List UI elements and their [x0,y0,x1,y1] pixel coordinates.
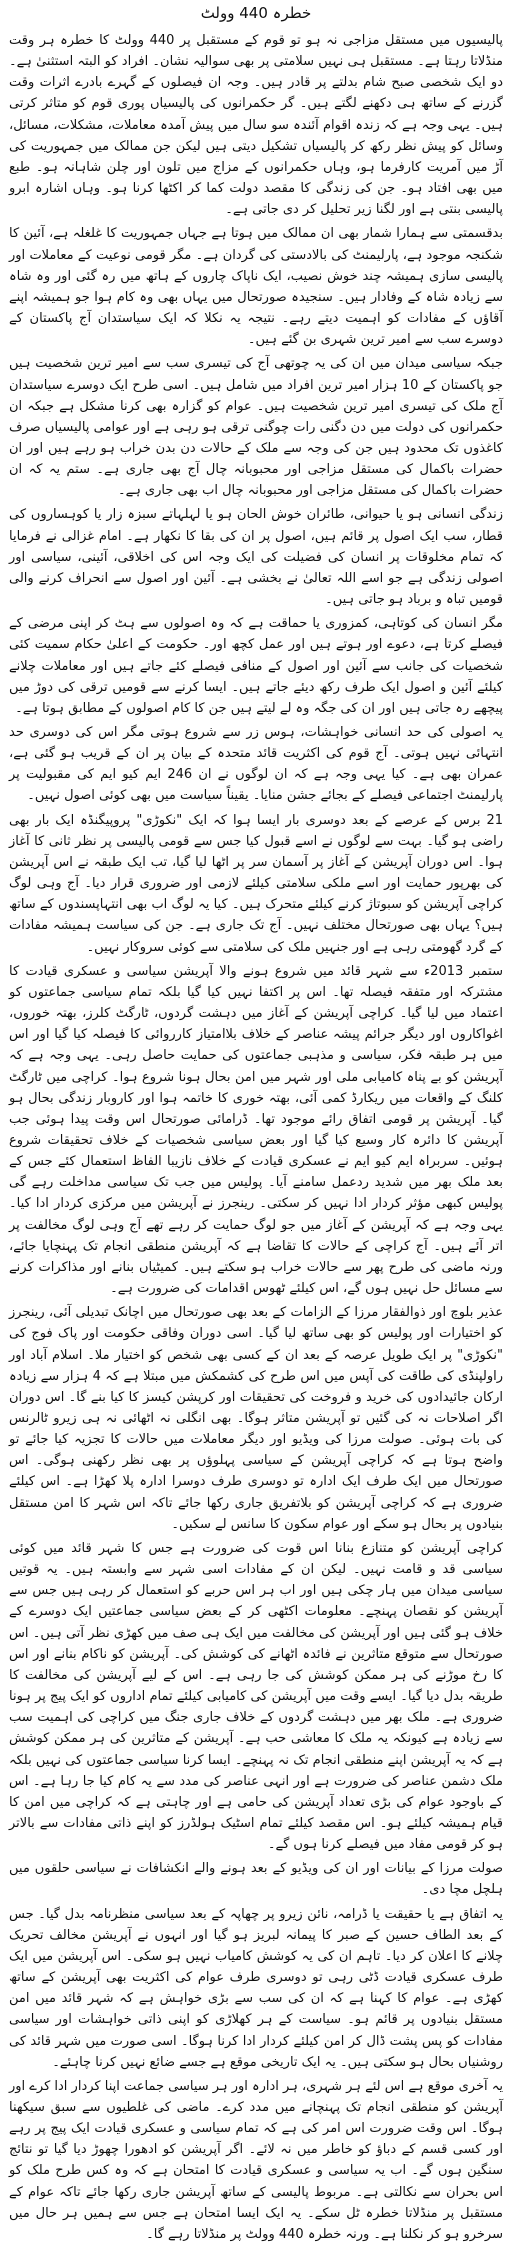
paragraph-13: یہ آخری موقع ہے اس لئے ہر شہری، ہر ادارہ اور ہر سیاسی جماعت اپنا کردار ادا کرے اور آپریشن کو منطقی انجام تک پہنچانے میں مدد کرے۔ ماضی کی غلطیوں سے سبق سیکھنا ہوگا۔ اس وقت ضرورت اس امر کی ہے کہ تمام سیاسی و عسکری قیادت ایک پیج پر رہے اور کسی قسم کے دباؤ کو خاطر میں نہ لائے۔ اگر آپریشن کو ادھورا چھوڑ دیا گیا تو نتائج سنگین ہوں گے۔ اب یہ سیاسی و عسکری قیادت کا امتحان ہے کہ وہ کس طرح ملک کو اس بحران سے نکالتی ہے۔ مربوط پالیسی کے ساتھ آپریشن جاری رکھا جائے تاکہ عوام کے مستقبل پر منڈلاتا خطرہ ٹل سکے۔ یہ ایک ایسا امتحان ہے جس سے ہمیں ہر حال میں سرخرو ہو کر نکلنا ہے۔ ورنہ خطرہ 440 وولٹ پر منڈلاتا رہے گا۔ [9,2078,503,2242]
paragraph-7: 21 برس کے عرصے کے بعد دوسری بار ایسا ہوا کہ ایک "نکوڑی" پروپیگنڈہ ایک بار بھی راضی ہو گیا۔ بہت سے لوگوں نے اسے قبول کیا جس سے قومی پالیسی پر نظر ثانی کا آغاز ہوا۔ اس دوران آپریشن کے آغاز پر آسمان سر پر اٹھا لیا گیا، تب ایک طبقہ نے اس آپریشن کی بھرپور حمایت اور اسے ملکی سلامتی کیلئے لازمی اور ضروری قرار دیا۔ آج وہی لوگ کراچی آپریشن کو سبوتاژ کرنے کیلئے متحرک ہیں۔ کیا یہ لوگ اب بھی انتہاپسندوں کے ساتھ ہیں؟ یہاں بھی صورتحال مختلف نہیں۔ آج تک جاری ہے۔ جن کی سیاست ہمیشہ مفادات کے گرد گھومتی رہی ہے اور جنہیں ملک کی سلامتی سے کوئی سروکار نہیں۔ [9,812,503,955]
paragraph-8: ستمبر 2013ء سے شہر قائد میں شروع ہونے والا آپریشن سیاسی و عسکری قیادت کا مشترکہ اور متفقہ فیصلہ تھا۔ اس پر اکتفا نہیں کیا گیا بلکہ تمام سیاسی جماعتوں کو اعتماد میں لیا گیا۔ کراچی آپریشن کے آغاز میں دہشت گردوں، ٹارگٹ کلرز، بھتہ خوروں، اغواکاروں اور دیگر جرائم پیشہ عناصر کے خلاف بلاامتیاز کارروائی کا فیصلہ کیا گیا اور اس میں ہر طبقہ فکر، سیاسی و مذہبی جماعتوں کی حمایت حاصل رہی۔ یہی وجہ ہے کہ آپریشن کو بے پناہ کامیابی ملی اور شہر میں امن بحال ہونا شروع ہوا۔ کراچی میں ٹارگٹ کلنگ کے واقعات میں ریکارڈ کمی آئی، بھتہ خوری کا خاتمہ ہوا اور کاروبار زندگی بحال ہو گیا۔ آپریشن پر قومی اتفاق رائے موجود تھا۔ ڈرامائی صورتحال اس وقت پیدا ہوئی جب آپریشن کا دائرہ کار وسیع کیا گیا اور بعض سیاسی شخصیات کے خلاف تحقیقات شروع ہوئیں۔ سربراہ ایم کیو ایم نے عسکری قیادت کے خلاف نازیبا الفاظ استعمال کئے جس کے بعد ملک بھر میں شدید ردعمل سامنے آیا۔ پولیس میں جب تک سیاسی مداخلت رہے گی پولیس کبھی مؤثر کردار ادا نہیں کر سکتی۔ رینجرز نے آپریشن میں مرکزی کردار ادا کیا۔ یہی وجہ ہے کہ آپریشن کے آغاز میں جو لوگ حمایت کر رہے تھے آج وہی لوگ مخالفت پر اتر آئے ہیں۔ آج کراچی کے حالات کا تقاضا ہے کہ آپریشن منطقی انجام تک پہنچایا جائے، ورنہ ماضی کی طرح پھر سے حالات خراب ہو سکتے ہیں۔ کمیٹیاں بنانے اور مذاکرات کرنے سے مسائل حل نہیں ہوں گے، اس کیلئے ٹھوس اقدامات کی ضرورت ہے۔ [9,963,504,1297]
paragraph-12: یہ اتفاق ہے یا حقیقت یا ڈرامہ، نائن زیرو پر چھاپہ کے بعد سیاسی منظرنامہ بدل گیا۔ جس کے بعد الطاف حسین کے صبر کا پیمانہ لبریز ہو گیا اور انہوں نے آپریشن مخالف تحریک چلانے کا اعلان کر دیا۔ تاہم ان کی یہ کوشش کامیاب نہیں ہو سکی۔ اس آپریشن میں ایک طرف عسکری قیادت ڈٹی رہی تو دوسری طرف عوام کی اکثریت بھی آپریشن کے ساتھ کھڑی ہے۔ عوام کا کہنا ہے کہ ان کی سب سے بڑی خواہش ہے کہ شہر قائد میں امن مستقل بنیادوں پر قائم ہو۔ سیاست کے ہر کھلاڑی کو اپنی ذاتی خواہشات اور سیاسی مفادات کو پس پشت ڈال کر امن کیلئے کردار ادا کرنا ہوگا۔ اسی صورت میں شہر قائد کی روشنیاں بحال ہو سکتی ہیں۔ یہ ایک تاریخی موقع ہے جسے ضائع نہیں کرنا چاہئے۔ [9,1906,503,2070]
paragraph-10: کراچی آپریشن کو متنازع بنانا اس قوت کی ضرورت ہے جس کا شہر قائد میں کوئی سیاسی قد و قامت نہیں۔ لیکن ان کے مفادات اسی شہر سے وابستہ ہیں۔ یہ قوتیں سیاسی میدان میں ہار چکی ہیں اور اب ہر اس حربے کو استعمال کر رہی ہیں جس سے آپریشن کو نقصان پہنچے۔ معلومات اکٹھی کر کے بعض سیاسی جماعتیں ایک دوسرے کے خلاف ہو گئی ہیں اور آپریشن کی مخالفت میں ایک ہی صف میں کھڑی نظر آتی ہیں۔ اس صورتحال سے متوقع متاثرین نے فائدہ اٹھانے کی کوشش کی۔ آپریشن کو ناکام بنانے اور اس کا رخ موڑنے کی ہر ممکن کوشش کی جا رہی ہے۔ اس کے لیے آپریشن کی مخالفت کا طریقہ بدل دیا گیا۔ ایسے وقت میں آپریشن کی کامیابی کیلئے تمام اداروں کو ایک پیج پر ہونا ضروری ہے۔ ملک بھر میں دہشت گردوں کے خلاف جاری جنگ میں کراچی کی اہمیت سب سے زیادہ ہے کیونکہ یہ ملک کا معاشی حب ہے۔ آپریشن کے متاثرین کی ہر ممکن کوشش ہے کہ یہ آپریشن اپنے منطقی انجام تک نہ پہنچے۔ ایسا کرنا سیاسی جماعتوں کی نہیں بلکہ ملک دشمن عناصر کی ضرورت ہے اور انہی عناصر کی مدد سے یہ کام کیا جا رہا ہے۔ اس کے باوجود عوام کی بڑی تعداد آپریشن کی حامی ہے اور چاہتی ہے کہ کراچی میں امن کا قیام ہمیشہ کیلئے ہو۔ اس مقصد کیلئے تمام اسٹیک ہولڈرز کو اپنے ذاتی مفادات سے بالاتر ہو کر قومی مفاد میں فیصلے کرنا ہوں گے۔ [9,1540,503,1853]
paragraph-9: عذیر بلوچ اور ذوالفقار مرزا کے الزامات کے بعد بھی صورتحال میں اچانک تبدیلی آئی، رینجرز کو اختیارات اور پولیس کو بھی ساتھ لیا گیا۔ اسی دوران وفاقی حکومت اور پاک فوج کی "نکوڑی" پر ایک طویل عرصہ کے بعد ان کے کسی بھی شخص کو اختیار ملا۔ اسلام آباد اور راولپنڈی کی طاقت کی آپس میں اس طرح کی کشمکش میں مبتلا ہے کہ 4 ہزار سے زیادہ ارکان جائیدادوں کی خرید و فروخت کی تحقیقات اور کرپشن کیسز کا کیا بنے گا۔ اس دوران اگر اصلاحات نہ کی گئیں تو آپریشن متاثر ہوگا۔ بھی انگلی نہ اٹھائی نہ ہی زیرو ٹالرنس کی بات ہوئی۔ صولت مرزا کی ویڈیو اور دیگر معاملات میں حالات کا تجزیہ کیا جائے تو واضح ہوتا ہے کہ کراچی آپریشن کے سیاسی پہلوؤں پر بھی نظر رکھنی ہوگی۔ اس صورتحال میں ایک طرف ایک ادارہ تو دوسری طرف دوسرا ادارہ پلا کھڑا ہے۔ اس کیلئے ضروری ہے کہ کراچی آپریشن کو بلاتفریق جاری رکھا جائے تاکہ اس شہر کا امن مستقل بنیادوں پر بحال ہو سکے اور عوام سکون کا سانس لے سکیں۔ [9,1305,503,1532]
paragraph-6: یہ اصولی کی حد انسانی خواہشات، ہوس زر سے شروع ہوتی مگر اس کی دوسری حد انتہائی نہیں ہوتی۔ آج قوم کی اکثریت قائد متحدہ کے بیان پر ان کے قریب ہو گئی ہے، عمران بھی ہے۔ کیا یہی وجہ ہے کہ ان لوگوں نے ان 246 ایم کیو ایم کی مقبولیت پر پارلیمنٹ اجتماعی فیصلے کے بجائے جشن منایا۔ یقیناً سیاست میں بھی کوئی اصول نہیں۔ [9,725,503,804]
article-body [9,30,503,2245]
paragraph-3: جبکہ سیاسی میدان میں ان کی یہ چوتھی آج کی تیسری سب سے امیر ترین شخصیت ہیں جو پاکستان کے 10 ہزار امیر ترین افراد میں شامل ہیں۔ اسی طرح ایک دوسرے سیاستدان آج ملک کی تیسری امیر ترین شخصیت ہیں۔ عوام کو گزارہ بھی کرنا مشکل ہے جبکہ ان حکمرانوں کی دولت میں دن دگنی رات چوگنی ترقی ہو رہی ہے اور عوامی پالیسیاں صرف کاغذوں تک محدود ہیں جن کی وجہ سے ملک کے حالات دن بدن خراب ہو رہے ہیں اور ان حضرات باکمال کی مستقل مزاجی اور محبوبانہ چال آج بھی جاری ہے۔ ستم یہ کہ ان حضرات باکمال کی مستقل مزاجی اور محبوبانہ چال اب بھی جاری ہے۔ [9,356,503,499]
article-title: خطرہ 440 وولٹ [200,4,312,22]
paragraph-2: بدقسمتی سے ہمارا شمار بھی ان ممالک میں ہوتا ہے جہاں جمہوریت کا غلغلہ ہے، آئین کا شکنجہ موجود ہے، پارلیمنٹ کی بالادستی کی گردان ہے۔ مگر قومی نوعیت کے معاملات اور پالیسی سازی ہمیشہ چند خوش نصیب، ایک ناپاک چاروں کے ہاتھ میں رہ گئی اور وہ شاہ سے زیادہ شاہ کے وفادار ہیں۔ سنجیدہ صورتحال میں یہاں بھی وہ کام ہوا جو ہمیشہ اپنے آقاؤں کے مفادات کو اہمیت دیتے رہے۔ نتیجہ یہ نکلا کہ ایک سیاستدان آج پاکستان کے دوسرے سب سے امیر ترین شہری بن گئے ہیں۔ [9,226,503,348]
paragraph-1: پالیسیوں میں مستقل مزاجی نہ ہو تو قوم کے مستقبل پر 440 وولٹ کا خطرہ ہر وقت منڈلاتا رہتا ہے۔ مستقبل ہی نہیں سلامتی پر بھی سوالیہ نشان۔ افراد کو البتہ استثنیٰ ہے۔ دو ایک شخصی صبح شام بدلتے پر قادر ہیں۔ وجہ ان فیصلوں کے گہرے بادرے اثرات وقت گزرنے کے ساتھ ہی دکھنے لگتے ہیں۔ گر حکمرانوں کی پالیسیاں پوری قوم کو متاثر کرتی ہیں۔ یہی وجہ ہے کہ زندہ اقوام آئندہ سو سال میں پیش آمدہ معاملات، مشکلات، مسائل، وسائل کو پیش نظر رکھ کر پالیسیاں تشکیل دیتی ہیں لیکن جن ممالک میں جمہوریت کی آڑ میں آمریت کارفرما ہو، وہاں حکمرانوں کے مزاج میں تلون اور چلن شاہانہ ہو۔ طبع میں بھی افتاد ہو۔ جن کی زندگی کا مقصد دولت کما کر اکٹھا کرنا ہو۔ وہاں اشارہ ابرو پالیسی بنتی ہے اور لگنا زیر تحلیل کر دی جاتی ہے۔ [9,33,503,218]
paragraph-5: مگر انسان کی کوتاہی، کمزوری یا حماقت ہے کہ وہ اصولوں سے ہٹ کر اپنی مرضی کے فیصلے کرتا ہے، دعوے اور ہوتے ہیں اور عمل کچھ اور۔ حکومت کے اعلیٰ حکام سمیت کئی شخصیات کی جانب سے آئین اور اصول کے منافی فیصلے کئے جاتے ہیں اور معاملات چلانے کیلئے آئین و اصول ایک طرف رکھ دیئے جاتے ہیں۔ ایسا کرنے سے قومیں ترقی کی دوڑ میں پیچھے رہ جاتی ہیں اور ان کی جگہ وہ لے لیتے ہیں جن کا کام اصولوں کے مطابق ہوتا ہے۔ [9,616,503,716]
paragraph-11: صولت مرزا کے بیانات اور ان کی ویڈیو کے بعد ہونے والے انکشافات نے سیاسی حلقوں میں ہلچل مچا دی۔ [9,1861,503,1898]
paragraph-4: زندگی انسانی ہو یا حیوانی، طائران خوش الحان ہو یا لہلہاتے سبزہ زار یا کوہساروں کی قطار، سب ایک اصول پر قائم ہیں، اصول پر ان کی بقا کا نکھار ہے۔ امام غزالی نے فرمایا کہ تمام مخلوقات پر انسان کی فضیلت کی ایک وجہ اس کی اخلاقی، آئینی، سیاسی اور اصولی زندگی ہے جو اسے اللہ تعالیٰ نے بخشی ہے۔ آئین اور اصول سے انحراف کرنے والی قومیں تباہ و برباد ہو جاتی ہیں۔ [9,507,503,608]
